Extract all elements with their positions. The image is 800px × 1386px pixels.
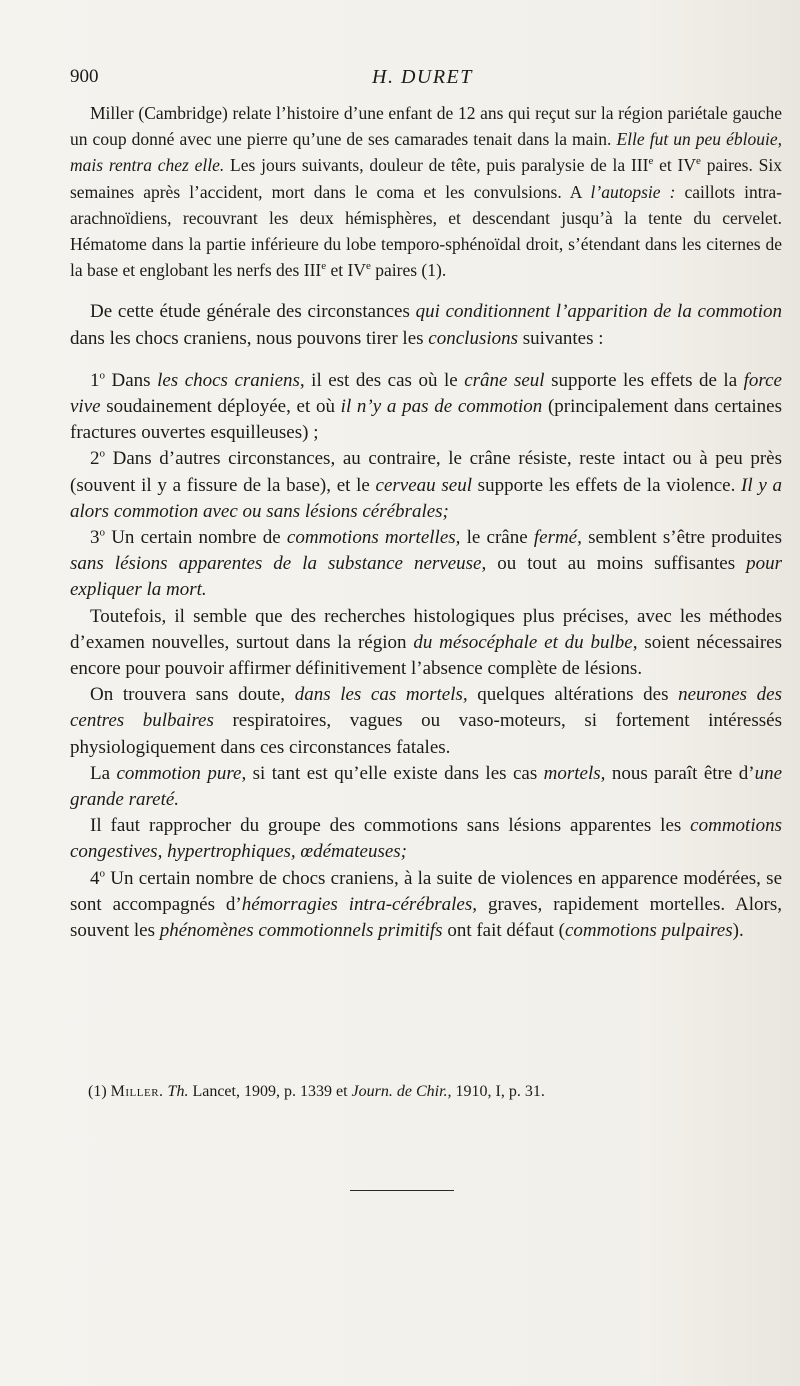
paragraph-conclusion-3: 3$^o$ Un certain nombre de commotions mortelles, le crâne fermé, semblent s’être produites sans lésions apparentes de la substance nerveuse, ou tout au moins suffisantes pour expliquer la mort. xyxy=(70,526,782,601)
page-number: 900 xyxy=(70,66,99,87)
paragraph-toutefois: Toutefois, il semble que des recherches histologiques plus précises, avec les méthodes d’examen nouvelles, surtout dans la région du mésocéphale et du bulbe, soient nécessaires encore pour pouvoir affirmer définitivement l’absence complète de lésions. xyxy=(70,605,782,680)
footnote: (1) Miller. Th. Lancet, 1909, p. 1339 et Journ. de Chir., 1910, I, p. 31. xyxy=(88,1083,545,1100)
body-text xyxy=(70,100,782,944)
paragraph-miller-case: Miller (Cambridge) relate l’histoire d’une enfant de 12 ans qui reçut sur la région pariétale gauche un coup donné avec une pierre qu’une de ses camarades tenait dans la main. Elle fut un peu éblouie, mais rentra chez elle. Les jours suivants, douleur de tête, puis paralysie de la IIIe et IVe paires. Six semaines après l’accident, mort dans le coma et les convulsions. A l’autopsie : caillots intra-arachnoïdiens, recouvrant les deux hémisphères, et descendant jusqu’à la tente du cervelet. Hématome dans la partie inférieure du lobe temporo-sphénoïdal droit, s’étendant dans les citernes de la base et englobant les nerfs des IIIe et IVe paires (1). xyxy=(70,103,782,281)
paragraph-commotion-pure: La commotion pure, si tant est qu’elle existe dans les cas mortels, nous paraît être d’une grande rareté. xyxy=(70,762,782,811)
page-header xyxy=(0,66,800,90)
paragraph-conclusion-2: 2$^o$ Dans d’autres circonstances, au contraire, le crâne résiste, reste intact ou à peu près (souvent il y a fissure de la base), et le cerveau seul supporte les effets de la violence. Il y a alors commotion avec ou sans lésions cérébrales; xyxy=(70,448,782,522)
running-head: H. DURET xyxy=(372,66,473,88)
paragraph-conclusion-4: 4$^o$ Un certain nombre de chocs craniens, à la suite de violences en apparence modérées, se sont accompagnés d’hémorragies intra-cérébrales, graves, rapidement mortelles. Alors, souvent les phénomènes commotionnels primitifs ont fait défaut (commotions pulpaires). xyxy=(70,867,782,942)
paragraph-conclusion-1: 1$^o$ Dans les chocs craniens, il est des cas où le crâne seul supporte les effets de la force vive soudainement déployée, et où il n’y a pas de commotion (principalement dans certaines fractures ouvertes esquilleuses) ; xyxy=(70,369,782,444)
footnote-author: Miller. xyxy=(110,1083,164,1100)
paragraph-conclusions-intro: De cette étude générale des circonstances qui conditionnent l’apparition de la commotion dans les chocs craniens, nous pouvons tirer les conclusions suivantes : xyxy=(70,301,782,349)
paragraph-rapprocher: Il faut rapprocher du groupe des commotions sans lésions apparentes les commotions congestives, hypertrophiques, œdémateuses; xyxy=(70,815,782,863)
section-divider xyxy=(350,1190,454,1191)
paragraph-on-trouvera: On trouvera sans doute, dans les cas mortels, quelques altérations des neurones des centres bulbaires respiratoires, vagues ou vaso-moteurs, si fortement intéressés physiologiquement dans ces circonstances fatales. xyxy=(70,684,783,758)
